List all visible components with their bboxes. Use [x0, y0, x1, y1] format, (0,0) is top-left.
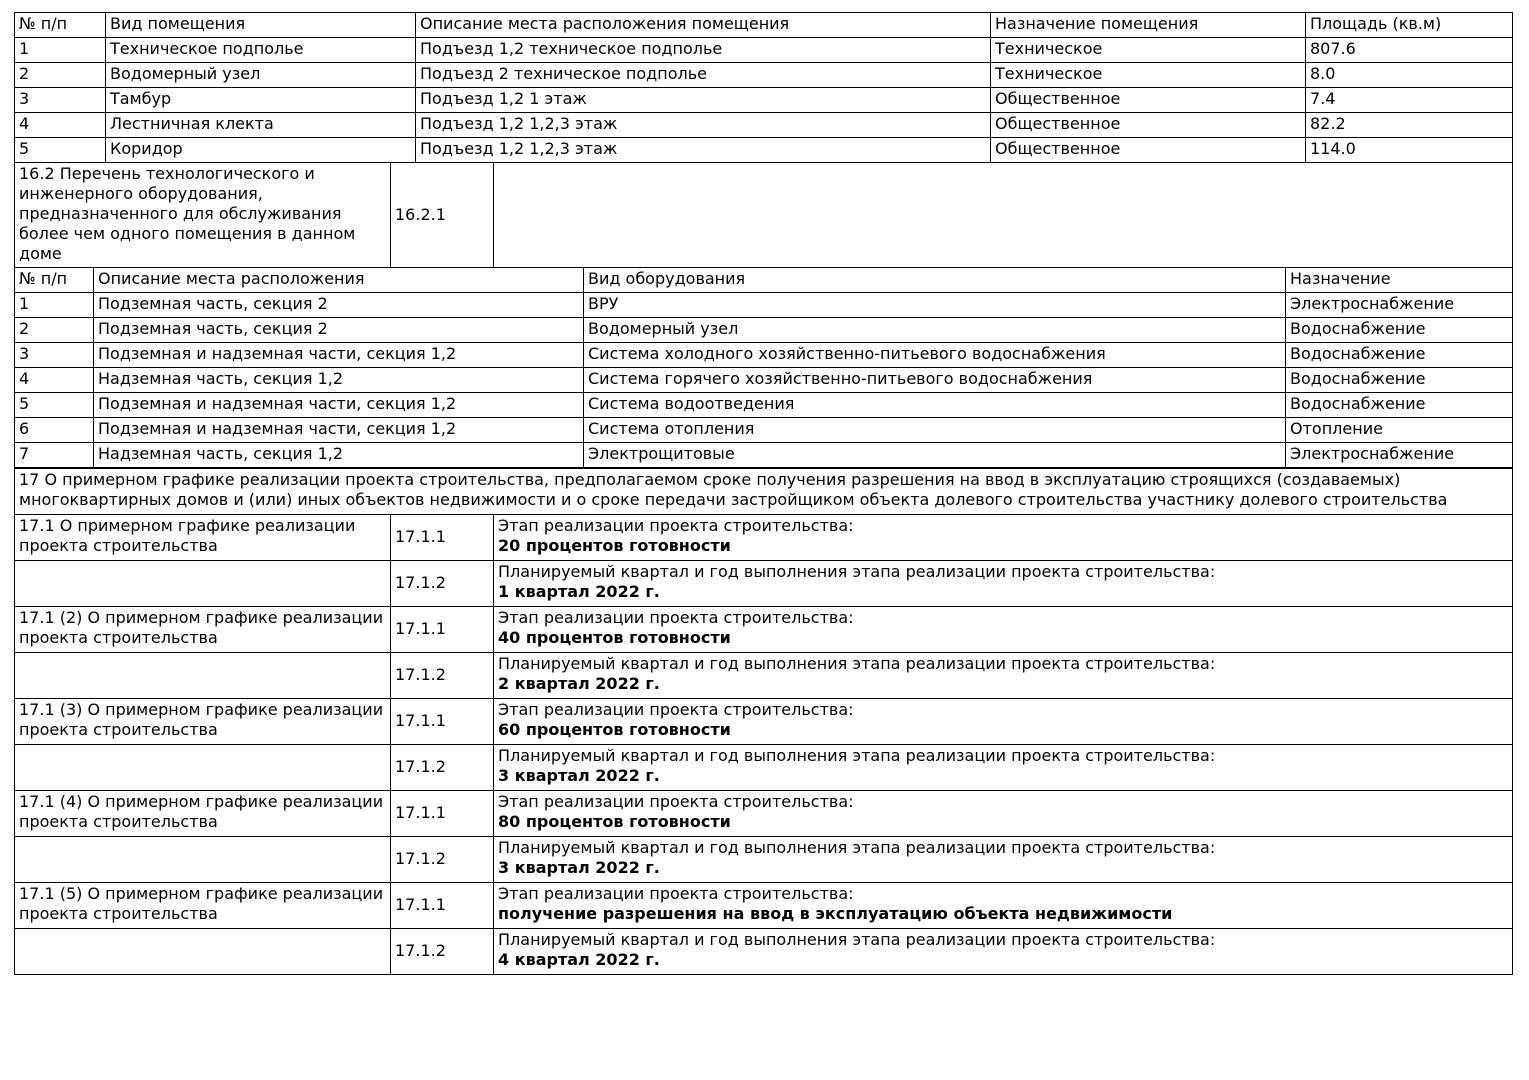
schedule-content — [494, 652, 1513, 698]
schedule-content — [494, 928, 1513, 974]
equipment-table-cell: Система отопления — [584, 418, 1286, 443]
section-17-heading-table — [14, 467, 1513, 515]
rooms-table-cell: Подъезд 1,2 техническое подполье — [416, 38, 991, 63]
equipment-table-cell: 6 — [15, 418, 94, 443]
equipment-table-cell: ВРУ — [584, 293, 1286, 318]
rooms-table-cell: 1 — [15, 38, 106, 63]
equipment-table-cell: Подземная и надземная части, секция 1,2 — [94, 418, 584, 443]
rooms-table-cell: Общественное — [991, 88, 1306, 113]
rooms-table-cell: Общественное — [991, 138, 1306, 163]
schedule-row — [15, 514, 1513, 560]
equipment-table-cell: Подземная и надземная части, секция 1,2 — [94, 343, 584, 368]
equipment-header-purpose: Назначение — [1286, 268, 1513, 293]
equipment-table-cell: 3 — [15, 343, 94, 368]
schedule-code: 17.1.1 — [391, 882, 494, 928]
equipment-table-cell: Система водоотведения — [584, 393, 1286, 418]
equipment-table-cell: Система горячего хозяйственно-питьевого водоснабжения — [584, 368, 1286, 393]
schedule-value: 80 процентов готовности — [498, 811, 731, 831]
schedule-row — [15, 698, 1513, 744]
rooms-table-cell: 2 — [15, 63, 106, 88]
equipment-table-cell: Электрощитовые — [584, 443, 1286, 468]
schedule-block-label: 17.1 (4) О примерном графике реализации проекта строительства — [15, 790, 391, 836]
schedule-value: 60 процентов готовности — [498, 719, 731, 739]
rooms-table-cell: Общественное — [991, 113, 1306, 138]
rooms-table-cell: Подъезд 1,2 1,2,3 этаж — [416, 113, 991, 138]
project-declaration-document — [14, 12, 1512, 975]
equipment-table-cell: Надземная часть, секция 1,2 — [94, 443, 584, 468]
schedule-code: 17.1.2 — [391, 744, 494, 790]
schedule-content — [494, 698, 1513, 744]
equipment-header-num: № п/п — [15, 268, 94, 293]
rooms-header-type: Вид помещения — [106, 13, 416, 38]
rooms-table-cell: Лестничная клекта — [106, 113, 416, 138]
schedule-block-label — [15, 928, 391, 974]
equipment-table-cell: Водоснабжение — [1286, 393, 1513, 418]
schedule-content — [494, 560, 1513, 606]
equipment-table-cell: Отопление — [1286, 418, 1513, 443]
equipment-table-row — [15, 293, 1513, 318]
equipment-table-cell: Подземная и надземная части, секция 1,2 — [94, 393, 584, 418]
section-17-heading: 17 О примерном графике реализации проекта строительства, предполагаемом сроке получения разрешения на ввод в эксплуатацию строящихся (создаваемых) многоквартирных домов и (или) иных объектов недвижимости и о сроке передачи застройщиком объекта долевого строительства участнику долевого строительства — [15, 468, 1513, 514]
rooms-table-cell: Техническое подполье — [106, 38, 416, 63]
schedule-content — [494, 836, 1513, 882]
equipment-table-cell: Электроснабжение — [1286, 443, 1513, 468]
schedule-block-label — [15, 744, 391, 790]
schedule-code: 17.1.2 — [391, 560, 494, 606]
section-16-2-value — [494, 163, 1513, 268]
schedule-row — [15, 790, 1513, 836]
rooms-table-row — [15, 88, 1513, 113]
equipment-header-type: Вид оборудования — [584, 268, 1286, 293]
schedule-caption: Планируемый квартал и год выполнения этапа реализации проекта строительства: — [498, 653, 1216, 673]
rooms-header-location: Описание места расположения помещения — [416, 13, 991, 38]
equipment-table-row — [15, 443, 1513, 468]
schedule-caption: Этап реализации проекта строительства: — [498, 883, 854, 903]
equipment-table-cell: 2 — [15, 318, 94, 343]
rooms-table-cell: Техническое — [991, 63, 1306, 88]
rooms-table-cell: Подъезд 2 техническое подполье — [416, 63, 991, 88]
schedule-row — [15, 744, 1513, 790]
section-16-2-row — [15, 163, 1513, 268]
rooms-table-cell: Техническое — [991, 38, 1306, 63]
schedule-block-label: 17.1 (5) О примерном графике реализации проекта строительства — [15, 882, 391, 928]
rooms-table-cell: Водомерный узел — [106, 63, 416, 88]
equipment-table-cell: Водоснабжение — [1286, 343, 1513, 368]
rooms-table-row — [15, 138, 1513, 163]
rooms-table-cell: 114.0 — [1306, 138, 1513, 163]
equipment-table-cell: Электроснабжение — [1286, 293, 1513, 318]
schedule-code: 17.1.1 — [391, 606, 494, 652]
rooms-header-num: № п/п — [15, 13, 106, 38]
schedule-block-label: 17.1 О примерном графике реализации проекта строительства — [15, 514, 391, 560]
schedule-code: 17.1.1 — [391, 790, 494, 836]
schedule-value: 2 квартал 2022 г. — [498, 673, 660, 693]
rooms-table — [14, 12, 1513, 163]
equipment-table-cell: Водомерный узел — [584, 318, 1286, 343]
equipment-table-cell: Надземная часть, секция 1,2 — [94, 368, 584, 393]
rooms-table-cell: Подъезд 1,2 1 этаж — [416, 88, 991, 113]
equipment-table-cell: 1 — [15, 293, 94, 318]
section-16-2-table — [14, 162, 1513, 268]
rooms-table-cell: 3 — [15, 88, 106, 113]
equipment-table-cell: 7 — [15, 443, 94, 468]
rooms-header-purpose: Назначение помещения — [991, 13, 1306, 38]
schedule-value: 40 процентов готовности — [498, 627, 731, 647]
equipment-header-location: Описание места расположения — [94, 268, 584, 293]
schedule-code: 17.1.1 — [391, 698, 494, 744]
schedule-content — [494, 790, 1513, 836]
rooms-table-row — [15, 63, 1513, 88]
schedule-content — [494, 606, 1513, 652]
equipment-table-row — [15, 393, 1513, 418]
rooms-header-area: Площадь (кв.м) — [1306, 13, 1513, 38]
rooms-table-cell: 82.2 — [1306, 113, 1513, 138]
equipment-table — [14, 267, 1513, 468]
equipment-table-cell: 4 — [15, 368, 94, 393]
schedule-value: 3 квартал 2022 г. — [498, 857, 660, 877]
rooms-table-row — [15, 113, 1513, 138]
schedule-caption: Этап реализации проекта строительства: — [498, 699, 854, 719]
schedule-row — [15, 882, 1513, 928]
equipment-table-row — [15, 318, 1513, 343]
schedule-caption: Планируемый квартал и год выполнения этапа реализации проекта строительства: — [498, 561, 1216, 581]
section-16-2-code: 16.2.1 — [391, 163, 494, 268]
equipment-table-cell: Подземная часть, секция 2 — [94, 318, 584, 343]
rooms-table-cell: 5 — [15, 138, 106, 163]
schedule-row — [15, 606, 1513, 652]
schedule-caption: Планируемый квартал и год выполнения этапа реализации проекта строительства: — [498, 837, 1216, 857]
equipment-table-cell: Водоснабжение — [1286, 368, 1513, 393]
schedule-block-label — [15, 652, 391, 698]
equipment-table-header-row — [15, 268, 1513, 293]
section-17-heading-row — [15, 468, 1513, 514]
schedule-caption: Этап реализации проекта строительства: — [498, 515, 854, 535]
section-16-2-label: 16.2 Перечень технологического и инженерного оборудования, предназначенного для обслуживания более чем одного помещения в данном доме — [15, 163, 391, 268]
rooms-table-cell: 8.0 — [1306, 63, 1513, 88]
equipment-table-cell: Водоснабжение — [1286, 318, 1513, 343]
schedule-row — [15, 836, 1513, 882]
equipment-table-cell: 5 — [15, 393, 94, 418]
equipment-table-row — [15, 418, 1513, 443]
schedule-value: 3 квартал 2022 г. — [498, 765, 660, 785]
schedule-row — [15, 928, 1513, 974]
equipment-table-row — [15, 343, 1513, 368]
rooms-table-cell: Подъезд 1,2 1,2,3 этаж — [416, 138, 991, 163]
schedule-block-label — [15, 836, 391, 882]
rooms-table-row — [15, 38, 1513, 63]
schedule-table — [14, 514, 1513, 975]
schedule-caption: Этап реализации проекта строительства: — [498, 607, 854, 627]
schedule-value: 1 квартал 2022 г. — [498, 581, 660, 601]
equipment-table-cell: Подземная часть, секция 2 — [94, 293, 584, 318]
schedule-caption: Планируемый квартал и год выполнения этапа реализации проекта строительства: — [498, 929, 1216, 949]
equipment-table-row — [15, 368, 1513, 393]
schedule-caption: Этап реализации проекта строительства: — [498, 791, 854, 811]
rooms-table-cell: Коридор — [106, 138, 416, 163]
equipment-table-cell: Система холодного хозяйственно-питьевого водоснабжения — [584, 343, 1286, 368]
rooms-table-header-row — [15, 13, 1513, 38]
schedule-value: 20 процентов готовности — [498, 535, 731, 555]
rooms-table-cell: 7.4 — [1306, 88, 1513, 113]
rooms-table-cell: 807.6 — [1306, 38, 1513, 63]
schedule-block-label — [15, 560, 391, 606]
schedule-row — [15, 652, 1513, 698]
schedule-content — [494, 882, 1513, 928]
schedule-block-label: 17.1 (2) О примерном графике реализации проекта строительства — [15, 606, 391, 652]
schedule-content — [494, 514, 1513, 560]
schedule-block-label: 17.1 (3) О примерном графике реализации проекта строительства — [15, 698, 391, 744]
rooms-table-cell: Тамбур — [106, 88, 416, 113]
schedule-code: 17.1.1 — [391, 514, 494, 560]
schedule-row — [15, 560, 1513, 606]
schedule-content — [494, 744, 1513, 790]
schedule-value: 4 квартал 2022 г. — [498, 949, 660, 969]
schedule-value: получение разрешения на ввод в эксплуатацию объекта недвижимости — [498, 903, 1173, 923]
schedule-code: 17.1.2 — [391, 928, 494, 974]
schedule-caption: Планируемый квартал и год выполнения этапа реализации проекта строительства: — [498, 745, 1216, 765]
schedule-code: 17.1.2 — [391, 836, 494, 882]
schedule-code: 17.1.2 — [391, 652, 494, 698]
rooms-table-cell: 4 — [15, 113, 106, 138]
